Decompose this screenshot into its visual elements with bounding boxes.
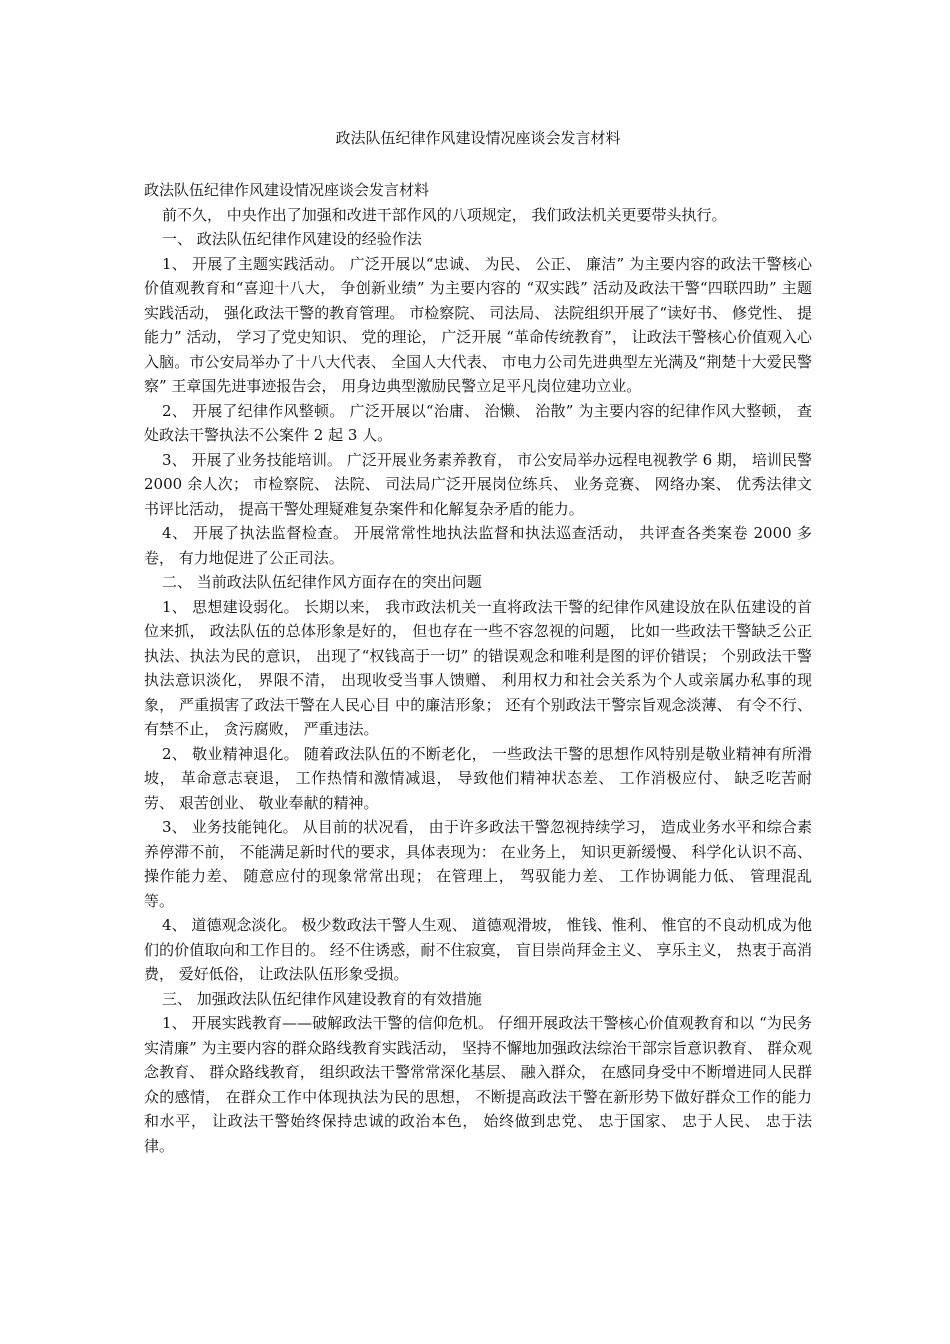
section-heading-2: 二、 当前政法队伍纪律作风方面存在的突出问题 — [162, 573, 482, 591]
paragraph: 3、 开展了业务技能培训。 广泛开展业务素养教育， 市公安局举办远程电视教学 6 期， 培训民警 2000 余人次； 市检察院、 法院、 司法局广泛开展岗位练兵、 业务竞赛、 网络办案、 优秀法律文书评比活动， 提高干警处理疑难复杂案件和化解复杂矛盾的能力。 — [144, 450, 812, 518]
section-heading-3: 三、 加强政法队伍纪律作风建设教育的有效措施 — [162, 989, 482, 1008]
paragraph: 1、 开展实践教育——破解政法干警的信仰危机。 仔细开展政法干警核心价值观教育和以 “为民务实清廉” 为主要内容的群众路线教育实践活动， 坚持不懈地加强政法综治干部宗旨意识教育、 群众观念教育、 群众路线教育， 组织政法干警常常深化基层、 融入群众， 在感同身受中不断增进同人民群众的感情， 在群众工作中体现执法为民的思想， 不断提高政法干警在新形势下做好群众工作的能力和水平， 让政法干警始终保持忠诚的政治本色， 始终做到忠党、 忠于国家、 忠于人民、 忠于法律。 — [144, 1014, 812, 1155]
paragraph: 2、 开展了纪律作风整顿。 广泛开展以“治庸、 治懒、 治散” 为主要内容的纪律作风大整顿， 查处政法干警执法不公案件 2 起 3 人。 — [144, 401, 812, 444]
document-body — [144, 178, 812, 1158]
section-heading-1: 一、 政法队伍纪律作风建设的经验作法 — [162, 230, 422, 248]
paragraph-intro: 前不久， 中央作出了加强和改进干部作风的八项规定， 我们政法机关更要带头执行。 — [162, 205, 727, 224]
paragraph: 4、 开展了执法监督检查。 开展常常性地执法监督和执法巡查活动， 共评查各类案卷 2000 多卷， 有力地促进了公正司法。 — [144, 524, 812, 567]
document-subtitle: 政法队伍纪律作风建设情况座谈会发言材料 — [144, 181, 430, 199]
paragraph: 1、 开展了主题实践活动。 广泛开展以“忠诚、 为民、 公正、 廉洁” 为主要内容的政法干警核心价值观教育和“喜迎十八大， 争创新业绩” 为主要内容的 “双实践” 活动及政法干警“四联四助” 主题实践活动， 强化政法干警的教育管理。 市检察院、 司法局、 法院组织开展了“读好书、 修党性、 提能力” 活动， 学习了党史知识、 党的理论， 广泛开展 “革命传统教育”， 让政法干警核心价值观入心入脑。市公安局举办了十八大代表、 全国人大代表、 市电力公司先进典型左光满及“荆楚十大爱民警察” 王章国先进事迹报告会， 用身边典型激励民警立足平凡岗位建功立业。 — [144, 254, 812, 395]
document-title: 政法队伍纪律作风建设情况座谈会发言材料 — [335, 129, 621, 147]
paragraph: 2、 敬业精神退化。 随着政法队伍的不断老化， 一些政法干警的思想作风特别是敬业精神有所滑坡， 革命意志衰退， 工作热情和激情减退， 导致他们精神状态差、 工作消极应付、 缺乏吃苦耐劳、 艰苦创业、 敬业奉献的精神。 — [144, 744, 812, 812]
paragraph: 3、 业务技能钝化。 从目前的状况看， 由于许多政法干警忽视持续学习， 造成业务水平和综合素养停滞不前， 不能满足新时代的要求，具体表现为： 在业务上， 知识更新缓慢、 科学化认识不高、 操作能力差、 随意应付的现象常常出现； 在管理上， 驾驭能力差、 工作协调能力低、 管理混乱等。 — [144, 818, 812, 910]
paragraph: 4、 道德观念淡化。 极少数政法干警人生观、 道德观滑坡， 惟钱、惟利、 惟官的不良动机成为他们的价值取向和工作目的。 经不住诱惑，耐不住寂寞， 盲目崇尚拜金主义、 享乐主义， 热衷于高消费， 爱好低俗， 让政法队伍形象受损。 — [144, 916, 812, 983]
paragraph: 1、 思想建设弱化。 长期以来， 我市政法机关一直将政法干警的纪律作风建设放在队伍建设的首位来抓， 政法队伍的总体形象是好的， 但也存在一些不容忽视的问题， 比如一些政法干警缺乏公正执法、执法为民的意识， 出现了“权钱高于一切” 的错误观念和唯利是图的评价错误； 个别政法干警执法意识淡化， 界限不清， 出现收受当事人馈赠、 利用权力和社会关系为个人或亲属办私事的现象， 严重损害了政法干警在人民心目 中的廉洁形象； 还有个别政法干警宗旨观念淡薄、 有令不行、 有禁不止， 贪污腐败， 严重违法。 — [144, 597, 812, 738]
